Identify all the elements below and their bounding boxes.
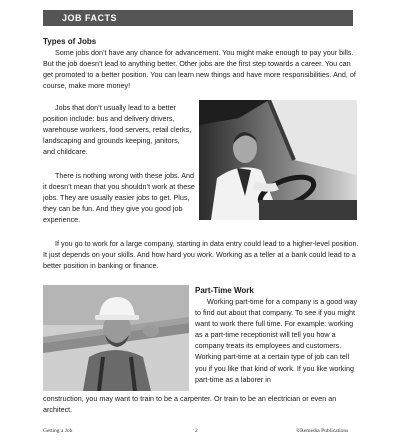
- bus-driver-illustration: [199, 100, 357, 220]
- section-title-part-time-work: Part-Time Work: [195, 286, 254, 295]
- bus-driver-photo: [199, 100, 357, 220]
- construction-worker-illustration: [43, 285, 189, 391]
- jobs-paragraph: Jobs that don’t usually lead to a better position include: bus and delivery drivers, warehouse workers, food servers, retail clerks, landscaping and grounds keeping, janitors, and childcare.: [43, 103, 192, 157]
- part-time-paragraph: Working part-time for a company is a good way to find out about that company. To see if you might want to work there full time. For example: working as a part-time receptionist will tell you how a company treats its employees and customers. Working part-time at a certain type of job can tell you if you like that kind of work. If you like working part-time as a laborer in: [195, 297, 358, 384]
- construction-worker-photo: [43, 285, 189, 391]
- part-time-continuation: construction, you may want to train to be a carpenter. Or train to be an electrician or even an architect.: [43, 394, 337, 415]
- section-title-types-of-jobs: Types of Jobs: [43, 37, 97, 46]
- nothing-wrong-paragraph: There is nothing wrong with these jobs. And it doesn’t mean that you shouldn’t work at these jobs. They are usually easier jobs to get. Plus, they can be fun. And they give you good job experience.: [43, 171, 195, 225]
- footer-publisher: ©Remedia Publications: [296, 428, 349, 434]
- header-title: JOB FACTS: [62, 13, 118, 23]
- intro-paragraph: Some jobs don’t have any chance for advancement. You might make enough to pay your bills. But the job doesn’t lead to anything better. Other jobs are the first step towards a career. You can get promoted to a better position. You can learn new things and have more responsibilities. And, of course, make more money!: [43, 48, 356, 91]
- footer-page-number: 2: [195, 428, 198, 434]
- large-company-paragraph: If you go to work for a large company, starting in data entry could lead to a higher-level position. It just depends on your skills. And how hard you work. Working as a teller at a bank could lead to a better position in banking or finance.: [43, 239, 359, 271]
- footer-book-title: Getting a Job: [43, 428, 73, 434]
